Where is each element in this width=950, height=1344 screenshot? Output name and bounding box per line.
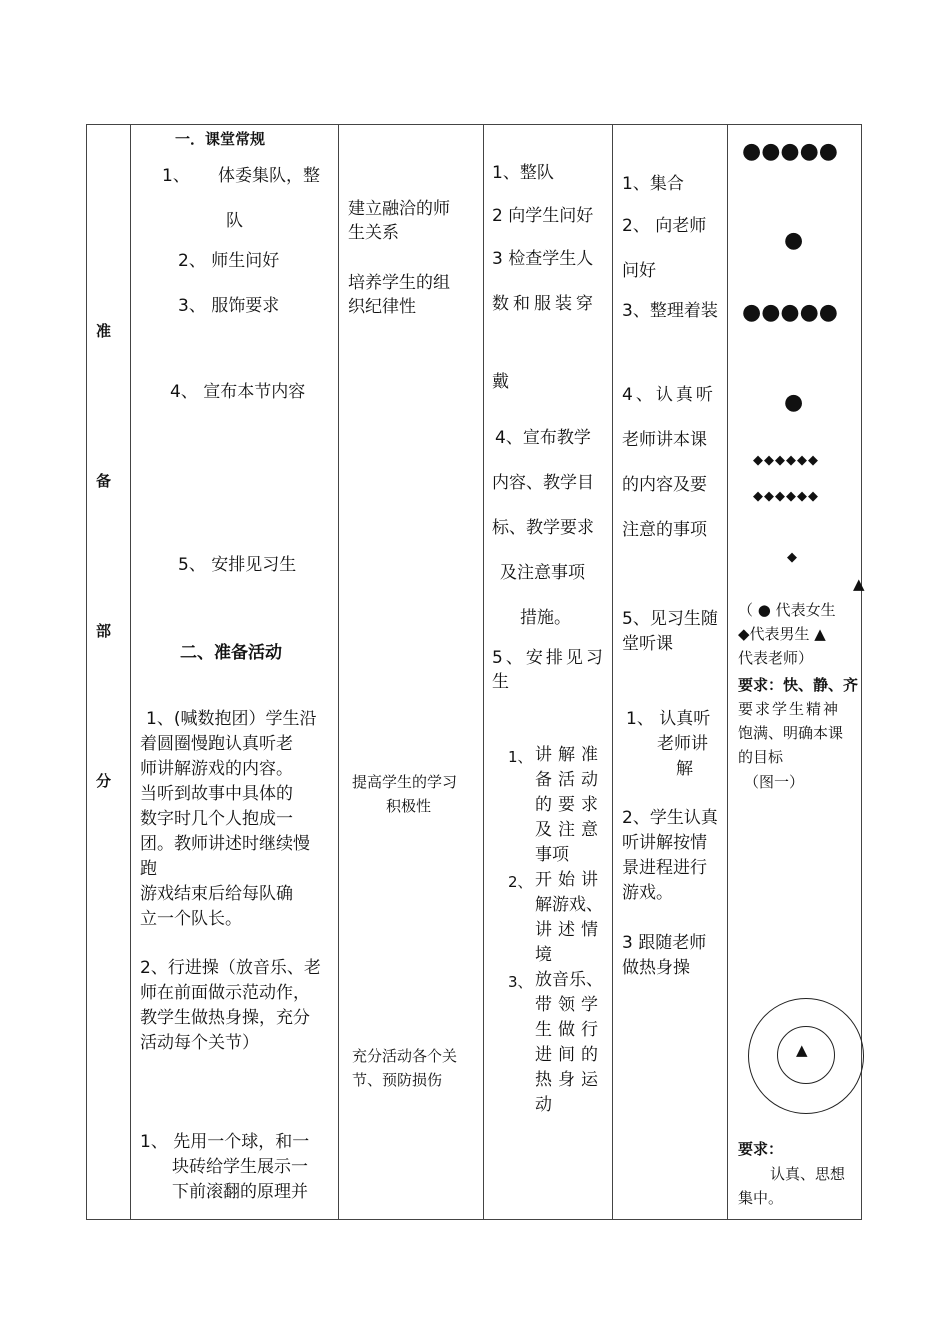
list-line: 备活动 bbox=[535, 770, 604, 790]
teacher-step: 内容、教学目 bbox=[492, 473, 594, 493]
paragraph-line: 游戏结束后给每队确 bbox=[140, 884, 293, 904]
student-step: 注意的事项 bbox=[622, 520, 707, 540]
list-number: 2、 bbox=[508, 873, 533, 891]
legend-line: （ ● 代表女生 bbox=[738, 601, 836, 619]
column-divider bbox=[483, 124, 484, 1220]
list-line: 生做行 bbox=[535, 1020, 604, 1040]
requirement-line: 要求学生精神 bbox=[738, 700, 841, 718]
teacher-triangle-icon: ▲ bbox=[796, 1041, 808, 1059]
teacher-step: 1、整队 bbox=[492, 163, 554, 183]
female-student-icon: ● bbox=[784, 228, 804, 253]
student-step: 听讲解按情 bbox=[622, 833, 707, 853]
list-line: 讲述情 bbox=[535, 920, 604, 940]
column-divider bbox=[612, 124, 613, 1220]
student-step: 堂听课 bbox=[622, 634, 673, 654]
student-step: 的内容及要 bbox=[622, 475, 707, 495]
list-line: 讲解准 bbox=[535, 745, 604, 765]
content-item: 5、 安排见习生 bbox=[178, 555, 297, 575]
content-item: 队 bbox=[226, 211, 243, 231]
paragraph-line: 师讲解游戏的内容。 bbox=[140, 759, 293, 779]
teacher-step: 3 检查学生人 bbox=[492, 249, 594, 269]
student-step: 1、 认真听 bbox=[626, 709, 711, 729]
student-step: 老师讲本课 bbox=[622, 430, 707, 450]
requirement-line: 集中。 bbox=[738, 1189, 784, 1207]
list-line: 及注意 bbox=[535, 820, 604, 840]
item-number: 1、 bbox=[162, 166, 190, 186]
teacher-step: 数和服装穿 bbox=[492, 294, 597, 314]
teacher-triangle-icon: ▲ bbox=[853, 575, 865, 593]
paragraph-line: 立一个队长。 bbox=[140, 909, 242, 929]
teacher-step: 措施。 bbox=[520, 608, 571, 628]
student-step: 2、 向老师 bbox=[622, 216, 707, 236]
paragraph-line: 着圆圈慢跑认真听老 bbox=[140, 734, 293, 754]
column-divider bbox=[130, 124, 131, 1220]
list-line: 的要求 bbox=[535, 795, 604, 815]
teacher-step: 5、安排见习 bbox=[492, 648, 606, 668]
legend-line: ◆代表男生 ▲ bbox=[738, 625, 826, 643]
list-number: 3、 bbox=[508, 973, 533, 991]
goal-line: 生关系 bbox=[348, 223, 399, 243]
paragraph-line: 当听到故事中具体的 bbox=[140, 784, 293, 804]
list-line: 动 bbox=[535, 1095, 552, 1115]
content-item: 体委集队，整 bbox=[218, 166, 320, 186]
requirement-label: 要求：快、静、齐 bbox=[738, 676, 859, 694]
content-item: 2、 师生问好 bbox=[178, 251, 280, 271]
student-step: 5、见习生随 bbox=[622, 609, 718, 629]
list-line: 带领学 bbox=[535, 995, 604, 1015]
male-student-row-icon: ◆◆◆◆◆◆ bbox=[753, 489, 819, 504]
student-step: 3、整理着装 bbox=[622, 301, 718, 321]
paragraph-line: 2、行进操（放音乐、老 bbox=[140, 958, 321, 978]
teacher-step: 戴 bbox=[492, 372, 509, 392]
list-number: 1、 bbox=[508, 748, 533, 766]
paragraph-line: 活动每个关节） bbox=[140, 1033, 259, 1053]
student-step: 2、学生认真 bbox=[622, 808, 718, 828]
goal-line: 节、预防损伤 bbox=[352, 1071, 443, 1089]
legend-line: 代表老师） bbox=[738, 649, 814, 667]
paragraph-line: 师在前面做示范动作， bbox=[140, 983, 310, 1003]
student-step: 游戏。 bbox=[622, 883, 673, 903]
teacher-step: 2 向学生问好 bbox=[492, 206, 594, 226]
requirement-label: 要求： bbox=[738, 1140, 784, 1158]
teacher-step: 及注意事项 bbox=[500, 563, 585, 583]
content-item: 4、 宣布本节内容 bbox=[170, 382, 306, 402]
column-divider bbox=[727, 124, 728, 1220]
male-student-row-icon: ◆◆◆◆◆◆ bbox=[753, 453, 819, 468]
paragraph-line: 下前滚翻的原理并 bbox=[172, 1182, 308, 1202]
list-line: 进间的 bbox=[535, 1045, 604, 1065]
list-line: 热身运 bbox=[535, 1070, 604, 1090]
paragraph-line: 1、(喊数抱团）学生沿 bbox=[146, 709, 317, 729]
section-label-char: 分 bbox=[96, 772, 112, 790]
heading-warmup: 二、准备活动 bbox=[180, 643, 282, 663]
heading-class-routine: 一．课堂常规 bbox=[175, 130, 266, 148]
paragraph-line: 1、 先用一个球，和一 bbox=[140, 1132, 310, 1152]
student-step: 做热身操 bbox=[622, 958, 690, 978]
section-label-char: 备 bbox=[96, 472, 112, 490]
goal-line: 提高学生的学习 bbox=[352, 773, 458, 791]
student-step: 问好 bbox=[622, 261, 656, 281]
goal-line: 织纪律性 bbox=[348, 297, 416, 317]
column-divider bbox=[338, 124, 339, 1220]
list-line: 开始讲 bbox=[535, 870, 604, 890]
requirement-line: 饱满、明确本课 bbox=[738, 724, 844, 742]
teacher-step: 4、宣布教学 bbox=[495, 428, 591, 448]
student-step: 解 bbox=[676, 759, 693, 779]
teacher-step: 标、教学要求 bbox=[492, 518, 594, 538]
paragraph-line: 教学生做热身操，充分 bbox=[140, 1008, 310, 1028]
paragraph-line: 数字时几个人抱成一 bbox=[140, 809, 293, 829]
goal-line: 建立融洽的师 bbox=[348, 199, 450, 219]
male-student-icon: ◆ bbox=[787, 550, 798, 565]
goal-line: 积极性 bbox=[386, 797, 432, 815]
student-step: 景进程进行 bbox=[622, 858, 707, 878]
paragraph-line: 跑 bbox=[140, 859, 157, 879]
list-line: 解游戏、 bbox=[535, 895, 603, 915]
student-step: 4、认真听 bbox=[622, 385, 716, 405]
student-step: 1、集合 bbox=[622, 174, 684, 194]
female-student-row-icon: ●●●●● bbox=[742, 139, 838, 164]
goal-line: 培养学生的组 bbox=[348, 273, 450, 293]
requirement-line: 的目标 bbox=[738, 748, 784, 766]
teacher-step: 生 bbox=[492, 672, 509, 692]
paragraph-line: 团。教师讲述时继续慢 bbox=[140, 834, 310, 854]
requirement-line: 认真、思想 bbox=[770, 1165, 846, 1183]
section-label-char: 准 bbox=[96, 322, 112, 340]
section-label-char: 部 bbox=[96, 622, 112, 640]
student-step: 3 跟随老师 bbox=[622, 933, 707, 953]
list-line: 事项 bbox=[535, 845, 569, 865]
goal-line: 充分活动各个关 bbox=[352, 1047, 458, 1065]
content-item: 3、 服饰要求 bbox=[178, 296, 280, 316]
list-line: 境 bbox=[535, 945, 552, 965]
table-frame bbox=[86, 124, 862, 1220]
list-line: 放音乐、 bbox=[535, 970, 603, 990]
female-student-icon: ● bbox=[784, 390, 804, 415]
student-step: 老师讲 bbox=[657, 734, 708, 754]
paragraph-line: 块砖给学生展示一 bbox=[172, 1157, 308, 1177]
female-student-row-icon: ●●●●● bbox=[742, 300, 838, 325]
figure-caption: （图一） bbox=[744, 773, 805, 791]
